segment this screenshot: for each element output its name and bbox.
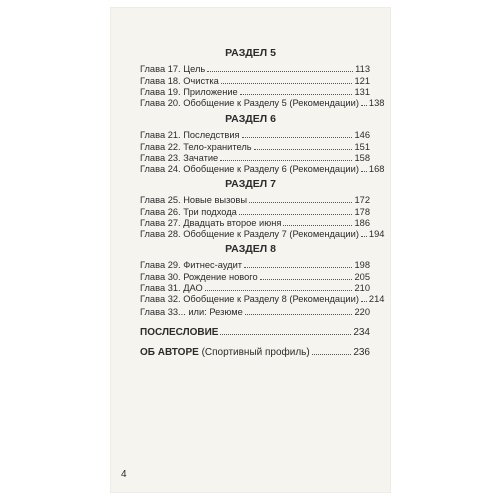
toc-entry-about-author <box>140 347 370 359</box>
dot-leader <box>361 236 367 237</box>
toc-entry <box>140 293 385 305</box>
dot-leader <box>239 214 353 215</box>
dot-leader <box>361 105 367 106</box>
toc-entry-summary <box>140 306 370 318</box>
toc-entry-page: 131 <box>354 87 370 97</box>
toc-entry-label: Глава 19. Приложение <box>140 87 238 97</box>
toc-entry-page: 210 <box>354 283 370 293</box>
toc-entry-page: 158 <box>354 153 370 163</box>
toc-entry-label: Глава 17. Цель <box>140 64 206 74</box>
toc-entry-page: 121 <box>354 76 370 86</box>
dot-leader <box>242 137 353 138</box>
toc-entry-page: 194 <box>368 229 385 239</box>
dot-leader <box>245 314 353 315</box>
dot-leader <box>205 290 353 291</box>
toc-entry <box>140 259 370 271</box>
toc-entry-label: Глава 30. Рождение нового <box>140 272 258 282</box>
toc-entry-label: Глава 31. ДАО <box>140 283 203 293</box>
toc-entry-page: 138 <box>368 98 385 108</box>
toc-entry <box>140 129 370 141</box>
dot-leader <box>361 301 367 302</box>
toc-entry-label-bold: ОБ АВТОРЕ <box>140 347 199 358</box>
toc-page <box>111 8 390 492</box>
section-heading: РАЗДЕЛ 6 <box>225 113 276 125</box>
toc-entry-page: 236 <box>353 347 370 358</box>
page-number: 4 <box>121 469 127 480</box>
toc-entry-label: Глава 27. Двадцать второе июня <box>140 218 282 228</box>
section-heading: РАЗДЕЛ 8 <box>225 243 276 255</box>
toc-entry-label: ПОСЛЕСЛОВИЕ <box>140 327 219 338</box>
toc-entry-page: 113 <box>355 64 370 74</box>
section-heading: РАЗДЕЛ 7 <box>225 178 276 190</box>
dot-leader <box>207 71 353 72</box>
toc-entry <box>140 97 385 109</box>
toc-entry-label: Глава 26. Три подхода <box>140 207 237 217</box>
toc-entry-label-rest: (Спортивный профиль) <box>198 347 310 358</box>
toc-entry-page: 172 <box>354 195 370 205</box>
toc-entry-label: Глава 33... или: Резюме <box>140 307 243 317</box>
toc-entry-label: Глава 29. Фитнес-аудит <box>140 260 243 270</box>
toc-entry-label: Глава 28. Обобщение к Разделу 7 (Рекомендации) <box>140 229 359 239</box>
dot-leader <box>220 334 351 335</box>
dot-leader <box>249 202 352 203</box>
toc-entry <box>140 63 370 75</box>
dot-leader <box>361 171 367 172</box>
toc-entry-afterword <box>140 327 370 339</box>
dot-leader <box>240 94 353 95</box>
toc-entry-page: 146 <box>354 130 370 140</box>
dot-leader <box>283 225 352 226</box>
toc-entry <box>140 194 370 206</box>
toc-entry-label: Глава 25. Новые вызовы <box>140 195 248 205</box>
dot-leader <box>244 267 352 268</box>
toc-entry-page: 214 <box>368 294 385 304</box>
toc-entry-page: 205 <box>354 272 370 282</box>
toc-entry <box>140 163 385 175</box>
dot-leader <box>254 149 353 150</box>
toc-entry-label: Глава 24. Обобщение к Разделу 6 (Рекомендации) <box>140 164 359 174</box>
toc-entry-label: Глава 23. Зачатие <box>140 153 219 163</box>
dot-leader <box>260 279 353 280</box>
toc-entry-page: 151 <box>354 142 370 152</box>
toc-entry-page: 198 <box>354 260 370 270</box>
toc-entry-label: Глава 21. Последствия <box>140 130 240 140</box>
dot-leader <box>312 354 352 355</box>
toc-entry-label: Глава 22. Тело-хранитель <box>140 142 252 152</box>
toc-entry-label: Глава 20. Обобщение к Разделу 5 (Рекомендации) <box>140 98 359 108</box>
toc-entry-page: 234 <box>353 327 370 338</box>
toc-entry <box>140 228 385 240</box>
toc-entry-page: 220 <box>354 307 370 317</box>
dot-leader <box>221 83 353 84</box>
section-heading: РАЗДЕЛ 5 <box>225 47 276 59</box>
toc-entry-page: 168 <box>368 164 385 174</box>
toc-entry-label: Глава 32. Обобщение к Разделу 8 (Рекомендации) <box>140 294 359 304</box>
toc-entry-page: 178 <box>354 207 370 217</box>
dot-leader <box>220 160 352 161</box>
toc-entry-label: Глава 18. Очистка <box>140 76 219 86</box>
toc-entry-page: 186 <box>354 218 370 228</box>
